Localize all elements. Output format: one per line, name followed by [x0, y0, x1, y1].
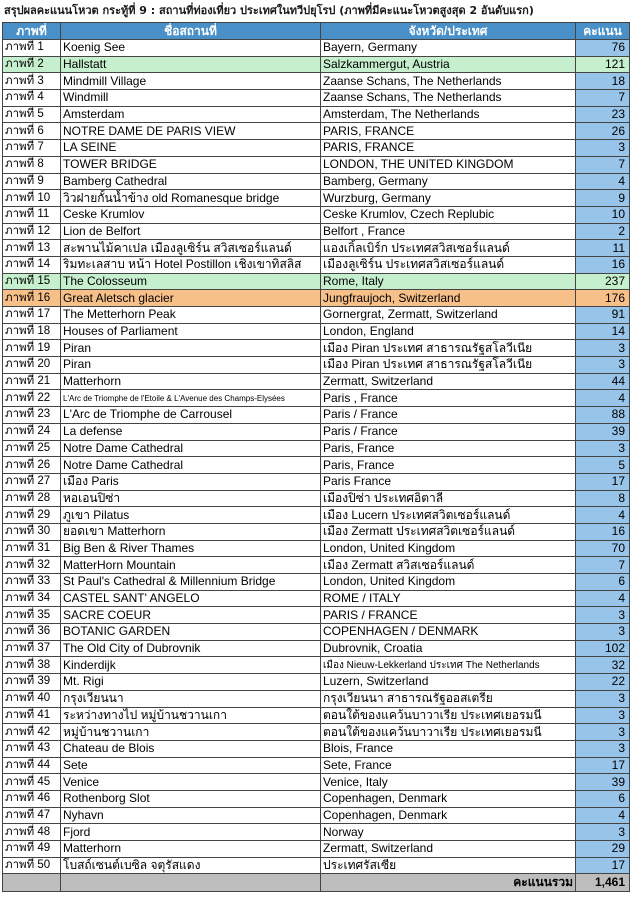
place-name: หอเอนปิซ่า — [61, 490, 321, 507]
place-name: Big Ben & River Thames — [61, 540, 321, 557]
location: PARIS, FRANCE — [321, 123, 576, 140]
place-name: ริมทะเลสาบ หน้า Hotel Postillon เชิงเขาทิสลิส — [61, 256, 321, 273]
location: PARIS, FRANCE — [321, 140, 576, 157]
table-row — [3, 190, 630, 207]
location: Luzern, Switzerland — [321, 674, 576, 691]
table-row — [3, 740, 630, 757]
table-row — [3, 323, 630, 340]
table-row — [3, 807, 630, 824]
vote-score: 39 — [576, 774, 630, 791]
place-name: หมู่บ้านชวานเกา — [61, 724, 321, 741]
table-row — [3, 523, 630, 540]
vote-score: 176 — [576, 290, 630, 307]
vote-score: 16 — [576, 523, 630, 540]
table-row — [3, 340, 630, 357]
table-row — [3, 841, 630, 858]
table-row — [3, 757, 630, 774]
place-name: Kinderdijk — [61, 657, 321, 674]
place-name: L'Arc de Triomphe de Carrousel — [61, 407, 321, 424]
header-number: ภาพที่ — [3, 23, 61, 40]
table-row — [3, 56, 630, 73]
location: Paris / France — [321, 407, 576, 424]
place-name: Piran — [61, 340, 321, 357]
total-label: คะแนนรวม — [321, 874, 576, 892]
total-spacer — [61, 874, 321, 892]
vote-score: 4 — [576, 807, 630, 824]
vote-score: 6 — [576, 790, 630, 807]
place-name: Chateau de Blois — [61, 740, 321, 757]
location: Bayern, Germany — [321, 40, 576, 57]
row-number: ภาพที่ 41 — [3, 707, 61, 724]
header-score: คะแนน — [576, 23, 630, 40]
vote-score: 3 — [576, 140, 630, 157]
vote-score: 6 — [576, 574, 630, 591]
row-number: ภาพที่ 46 — [3, 790, 61, 807]
table-row — [3, 574, 630, 591]
place-name: MatterHorn Mountain — [61, 557, 321, 574]
row-number: ภาพที่ 20 — [3, 357, 61, 374]
row-number: ภาพที่ 5 — [3, 106, 61, 123]
row-number: ภาพที่ 26 — [3, 457, 61, 474]
vote-score: 88 — [576, 407, 630, 424]
table-row — [3, 90, 630, 107]
table-row — [3, 724, 630, 741]
table-row — [3, 206, 630, 223]
location: Gornergrat, Zermatt, Switzerland — [321, 307, 576, 324]
row-number: ภาพที่ 36 — [3, 624, 61, 641]
table-row — [3, 690, 630, 707]
table-row — [3, 307, 630, 324]
vote-score: 3 — [576, 824, 630, 841]
vote-score: 7 — [576, 156, 630, 173]
row-number: ภาพที่ 32 — [3, 557, 61, 574]
row-number: ภาพที่ 7 — [3, 140, 61, 157]
vote-score: 44 — [576, 373, 630, 390]
row-number: ภาพที่ 19 — [3, 340, 61, 357]
vote-score: 3 — [576, 624, 630, 641]
row-number: ภาพที่ 15 — [3, 273, 61, 290]
place-name: ยอดเขา Matterhorn — [61, 523, 321, 540]
vote-score: 4 — [576, 590, 630, 607]
row-number: ภาพที่ 10 — [3, 190, 61, 207]
place-name: Windmill — [61, 90, 321, 107]
location: Ceske Krumlov, Czech Replubic — [321, 206, 576, 223]
place-name: โบสถ์เซนต์เบซิล จตุรัสแดง — [61, 857, 321, 874]
table-row — [3, 490, 630, 507]
location: Belfort , France — [321, 223, 576, 240]
row-number: ภาพที่ 39 — [3, 674, 61, 691]
vote-score: 14 — [576, 323, 630, 340]
table-row — [3, 857, 630, 874]
row-number: ภาพที่ 4 — [3, 90, 61, 107]
place-name: SACRE COEUR — [61, 607, 321, 624]
place-name: Bamberg Cathedral — [61, 173, 321, 190]
location: ตอนใต้ของแคว้นบาวาเรีย ประเทศเยอรมนี — [321, 707, 576, 724]
vote-score: 4 — [576, 173, 630, 190]
location: PARIS / FRANCE — [321, 607, 576, 624]
place-name: LA SEINE — [61, 140, 321, 157]
place-name: The Colosseum — [61, 273, 321, 290]
row-number: ภาพที่ 1 — [3, 40, 61, 57]
vote-score: 9 — [576, 190, 630, 207]
row-number: ภาพที่ 30 — [3, 523, 61, 540]
table-header-row — [3, 23, 630, 40]
location: COPENHAGEN / DENMARK — [321, 624, 576, 641]
location: Rome, Italy — [321, 273, 576, 290]
vote-score: 2 — [576, 223, 630, 240]
row-number: ภาพที่ 42 — [3, 724, 61, 741]
place-name: NOTRE DAME DE PARIS VIEW — [61, 123, 321, 140]
vote-score: 16 — [576, 256, 630, 273]
vote-score: 91 — [576, 307, 630, 324]
vote-score: 8 — [576, 490, 630, 507]
location: LONDON, THE UNITED KINGDOM — [321, 156, 576, 173]
row-number: ภาพที่ 44 — [3, 757, 61, 774]
table-row — [3, 540, 630, 557]
place-name: L'Arc de Triomphe de l'Etoile & L'Avenue des Champs-Elysées — [61, 390, 321, 407]
vote-score: 23 — [576, 106, 630, 123]
place-name: Amsterdam — [61, 106, 321, 123]
location: เมือง Lucern ประเทศสวิตเซอร์แลนด์ — [321, 507, 576, 524]
location: Zermatt, Switzerland — [321, 841, 576, 858]
header-place-name: ชื่อสถานที่ — [61, 23, 321, 40]
row-number: ภาพที่ 33 — [3, 574, 61, 591]
vote-score: 76 — [576, 40, 630, 57]
place-name: Rothenborg Slot — [61, 790, 321, 807]
place-name: ระหว่างทางไป หมู่บ้านชวานเกา — [61, 707, 321, 724]
location: Jungfraujoch, Switzerland — [321, 290, 576, 307]
location: ROME / ITALY — [321, 590, 576, 607]
vote-score: 3 — [576, 340, 630, 357]
location: Paris, France — [321, 440, 576, 457]
row-number: ภาพที่ 12 — [3, 223, 61, 240]
location: Venice, Italy — [321, 774, 576, 791]
table-row — [3, 674, 630, 691]
page-title: สรุปผลคะแนนโหวต กระทู้ที่ 9 : สถานที่ท่องเที่ยว ประเทศในทวีปยุโรป (ภาพที่มีคะแนะโหวตสูงสุด 2 อันดับแรก) — [4, 4, 534, 17]
row-number: ภาพที่ 27 — [3, 473, 61, 490]
place-name: Nyhavn — [61, 807, 321, 824]
table-row — [3, 156, 630, 173]
row-number: ภาพที่ 24 — [3, 423, 61, 440]
place-name: Notre Dame Cathedral — [61, 457, 321, 474]
vote-score: 10 — [576, 206, 630, 223]
location: Salzkammergut, Austria — [321, 56, 576, 73]
table-row — [3, 457, 630, 474]
location: กรุงเวียนนา สาธารณรัฐออสเตรีย — [321, 690, 576, 707]
vote-score: 7 — [576, 90, 630, 107]
vote-score: 18 — [576, 73, 630, 90]
row-number: ภาพที่ 6 — [3, 123, 61, 140]
place-name: Venice — [61, 774, 321, 791]
table-row — [3, 407, 630, 424]
place-name: ภูเขา Pilatus — [61, 507, 321, 524]
table-row — [3, 624, 630, 641]
header-location: จังหวัด/ประเทศ — [321, 23, 576, 40]
place-name: Mindmill Village — [61, 73, 321, 90]
table-row — [3, 774, 630, 791]
vote-score: 26 — [576, 123, 630, 140]
place-name: Ceske Krumlov — [61, 206, 321, 223]
table-row — [3, 173, 630, 190]
vote-score: 237 — [576, 273, 630, 290]
vote-score: 17 — [576, 757, 630, 774]
vote-score: 32 — [576, 657, 630, 674]
location: เมืองลูเซิร์น ประเทศสวิสเซอร์แลนด์ — [321, 256, 576, 273]
place-name: Mt. Rigi — [61, 674, 321, 691]
location: เมือง Piran ประเทศ สาธารณรัฐสโลวีเนีย — [321, 340, 576, 357]
table-row — [3, 790, 630, 807]
table-row — [3, 240, 630, 257]
location: เมือง Piran ประเทศ สาธารณรัฐสโลวีเนีย — [321, 357, 576, 374]
row-number: ภาพที่ 14 — [3, 256, 61, 273]
place-name: The Metterhorn Peak — [61, 307, 321, 324]
row-number: ภาพที่ 50 — [3, 857, 61, 874]
row-number: ภาพที่ 43 — [3, 740, 61, 757]
table-row — [3, 73, 630, 90]
row-number: ภาพที่ 37 — [3, 640, 61, 657]
total-spacer — [3, 874, 61, 892]
location: Norway — [321, 824, 576, 841]
place-name: BOTANIC GARDEN — [61, 624, 321, 641]
vote-score: 70 — [576, 540, 630, 557]
vote-score: 11 — [576, 240, 630, 257]
table-row — [3, 707, 630, 724]
row-number: ภาพที่ 35 — [3, 607, 61, 624]
location: เมืองปิซ่า ประเทศอิตาลี — [321, 490, 576, 507]
row-number: ภาพที่ 34 — [3, 590, 61, 607]
table-row — [3, 390, 630, 407]
place-name: Great Aletsch glacier — [61, 290, 321, 307]
row-number: ภาพที่ 8 — [3, 156, 61, 173]
place-name: Fjord — [61, 824, 321, 841]
place-name: Matterhorn — [61, 373, 321, 390]
place-name: วิวฝายกั้นน้ำข้าง old Romanesque bridge — [61, 190, 321, 207]
vote-score: 5 — [576, 457, 630, 474]
table-row — [3, 40, 630, 57]
table-row — [3, 256, 630, 273]
row-number: ภาพที่ 45 — [3, 774, 61, 791]
row-number: ภาพที่ 2 — [3, 56, 61, 73]
vote-score: 17 — [576, 857, 630, 874]
row-number: ภาพที่ 13 — [3, 240, 61, 257]
place-name: สะพานไม้คาเปล เมืองลูเซิร์น สวิสเซอร์แลนด์ — [61, 240, 321, 257]
location: London, United Kingdom — [321, 540, 576, 557]
vote-score: 29 — [576, 841, 630, 858]
location: Dubrovnik, Croatia — [321, 640, 576, 657]
vote-score: 3 — [576, 707, 630, 724]
table-row — [3, 273, 630, 290]
vote-score: 3 — [576, 740, 630, 757]
vote-score: 39 — [576, 423, 630, 440]
row-number: ภาพที่ 23 — [3, 407, 61, 424]
table-row — [3, 357, 630, 374]
table-row — [3, 590, 630, 607]
vote-score: 17 — [576, 473, 630, 490]
table-row — [3, 423, 630, 440]
place-name: La defense — [61, 423, 321, 440]
table-row — [3, 106, 630, 123]
location: Zaanse Schans, The Netherlands — [321, 90, 576, 107]
table-row — [3, 140, 630, 157]
location: Blois, France — [321, 740, 576, 757]
row-number: ภาพที่ 31 — [3, 540, 61, 557]
vote-score: 3 — [576, 440, 630, 457]
vote-score: 3 — [576, 607, 630, 624]
table-row — [3, 824, 630, 841]
row-number: ภาพที่ 29 — [3, 507, 61, 524]
place-name: Matterhorn — [61, 841, 321, 858]
location: Sete, France — [321, 757, 576, 774]
table-row — [3, 607, 630, 624]
place-name: เมือง Paris — [61, 473, 321, 490]
table-row — [3, 123, 630, 140]
place-name: St Paul's Cathedral & Millennium Bridge — [61, 574, 321, 591]
place-name: CASTEL SANT' ANGELO — [61, 590, 321, 607]
place-name: TOWER BRIDGE — [61, 156, 321, 173]
location: Copenhagen, Denmark — [321, 790, 576, 807]
table-row — [3, 640, 630, 657]
total-row — [3, 874, 630, 892]
row-number: ภาพที่ 28 — [3, 490, 61, 507]
location: Paris , France — [321, 390, 576, 407]
vote-score: 4 — [576, 390, 630, 407]
row-number: ภาพที่ 48 — [3, 824, 61, 841]
row-number: ภาพที่ 40 — [3, 690, 61, 707]
location: Paris / France — [321, 423, 576, 440]
table-row — [3, 507, 630, 524]
location: Bamberg, Germany — [321, 173, 576, 190]
place-name: Houses of Parliament — [61, 323, 321, 340]
vote-score: 3 — [576, 690, 630, 707]
place-name: Lion de Belfort — [61, 223, 321, 240]
location: Zaanse Schans, The Netherlands — [321, 73, 576, 90]
location: Copenhagen, Denmark — [321, 807, 576, 824]
location: แองเกิ้ลเบิร์ก ประเทศสวิสเซอร์แลนด์ — [321, 240, 576, 257]
row-number: ภาพที่ 22 — [3, 390, 61, 407]
table-row — [3, 657, 630, 674]
row-number: ภาพที่ 25 — [3, 440, 61, 457]
location: เมือง Zermatt ประเทศสวิตเซอร์แลนด์ — [321, 523, 576, 540]
place-name: The Old City of Dubrovnik — [61, 640, 321, 657]
place-name: กรุงเวียนนา — [61, 690, 321, 707]
row-number: ภาพที่ 11 — [3, 206, 61, 223]
place-name: Notre Dame Cathedral — [61, 440, 321, 457]
vote-score: 3 — [576, 724, 630, 741]
row-number: ภาพที่ 9 — [3, 173, 61, 190]
table-row — [3, 473, 630, 490]
vote-score: 3 — [576, 357, 630, 374]
location: Amsterdam, The Netherlands — [321, 106, 576, 123]
row-number: ภาพที่ 3 — [3, 73, 61, 90]
place-name: Hallstatt — [61, 56, 321, 73]
location: Zermatt, Switzerland — [321, 373, 576, 390]
table-row — [3, 440, 630, 457]
location: London, England — [321, 323, 576, 340]
vote-score: 102 — [576, 640, 630, 657]
place-name: Piran — [61, 357, 321, 374]
row-number: ภาพที่ 18 — [3, 323, 61, 340]
place-name: Koenig See — [61, 40, 321, 57]
row-number: ภาพที่ 16 — [3, 290, 61, 307]
location: ตอนใต้ของแคว้นบาวาเรีย ประเทศเยอรมนี — [321, 724, 576, 741]
row-number: ภาพที่ 47 — [3, 807, 61, 824]
vote-summary-table — [2, 22, 630, 892]
row-number: ภาพที่ 21 — [3, 373, 61, 390]
total-value: 1,461 — [576, 874, 630, 892]
table-row — [3, 557, 630, 574]
location: Paris, France — [321, 457, 576, 474]
row-number: ภาพที่ 38 — [3, 657, 61, 674]
table-row — [3, 373, 630, 390]
location: Wurzburg, Germany — [321, 190, 576, 207]
row-number: ภาพที่ 49 — [3, 841, 61, 858]
vote-score: 4 — [576, 507, 630, 524]
vote-score: 121 — [576, 56, 630, 73]
place-name: Sete — [61, 757, 321, 774]
row-number: ภาพที่ 17 — [3, 307, 61, 324]
vote-score: 7 — [576, 557, 630, 574]
location: ประเทศรัสเซีย — [321, 857, 576, 874]
location: Paris France — [321, 473, 576, 490]
table-row — [3, 223, 630, 240]
location: London, United Kingdom — [321, 574, 576, 591]
location: เมือง Zermatt สวิสเซอร์แลนด์ — [321, 557, 576, 574]
vote-score: 22 — [576, 674, 630, 691]
table-row — [3, 290, 630, 307]
location: เมือง Nieuw-Lekkerland ประเทศ The Netherlands — [321, 657, 576, 674]
